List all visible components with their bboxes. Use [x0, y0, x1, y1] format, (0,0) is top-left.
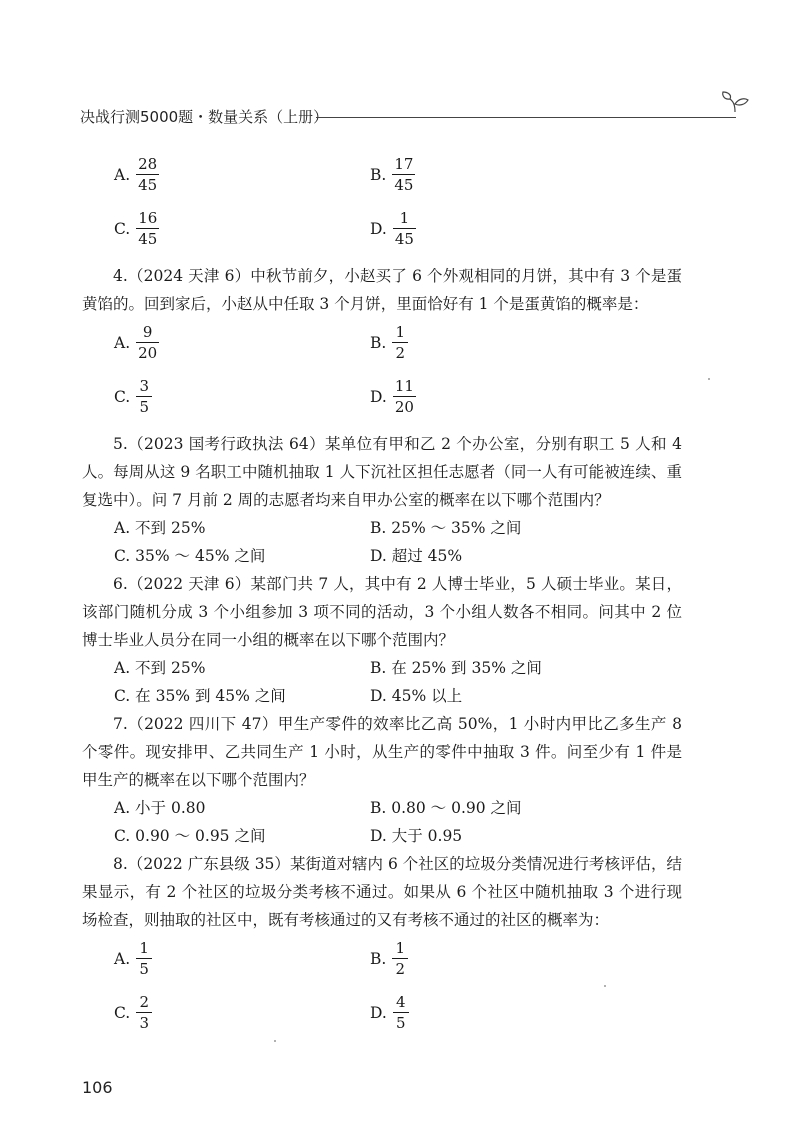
fraction	[136, 322, 159, 363]
question-6-text: 6.（2022 天津 6）某部门共 7 人，其中有 2 人博士毕业，5 人硕士毕业。某日，该部门随机分成 3 个小组参加 3 项不同的活动，3 个小组人数各不相同。问其中 2 位博士毕业人员分在同一小组的概率在以下哪个范围内？	[82, 575, 682, 649]
fraction	[393, 208, 416, 249]
denominator: 5	[396, 1014, 406, 1032]
scan-speck	[274, 1040, 276, 1042]
q4-options	[82, 318, 682, 430]
q8-options	[82, 934, 682, 1046]
q7-option-b: B. 0.80 ～ 0.90 之间	[370, 799, 522, 817]
question-5-text: 5.（2023 国考行政执法 64）某单位有甲和乙 2 个办公室，分别有职工 5 人和 4 人。每周从这 9 名职工中随机抽取 1 人下沉社区担任志愿者（同一人有可能被连续、重复选中）。问 7 月前 2 周的志愿者均来自甲办公室的概率在以下哪个范围内？	[82, 435, 682, 509]
q3-option-d	[370, 208, 416, 249]
fraction	[393, 376, 416, 417]
numerator: 1	[399, 209, 410, 227]
option-letter: B.	[370, 333, 387, 352]
q8-option-b	[370, 938, 408, 979]
q3-option-c	[114, 208, 159, 249]
denominator: 2	[395, 344, 406, 362]
denominator: 5	[139, 398, 149, 416]
denominator: 20	[138, 344, 158, 362]
fraction	[136, 376, 152, 417]
q3-options	[82, 150, 682, 262]
numerator: 2	[139, 993, 149, 1011]
book-title: 决战行测5000题・数量关系（上册）	[80, 108, 329, 126]
q3-option-b	[370, 154, 415, 195]
q5-option-d: D. 超过 45%	[370, 547, 463, 565]
numerator: 3	[139, 377, 149, 395]
fraction	[392, 322, 408, 363]
denominator: 2	[395, 960, 406, 978]
q6-option-a: A. 不到 25%	[114, 659, 206, 677]
header-rule	[316, 117, 736, 118]
denominator: 45	[394, 230, 414, 248]
page-number: 106	[82, 1078, 113, 1097]
fraction	[392, 154, 415, 195]
numerator: 1	[395, 323, 406, 341]
fraction	[136, 938, 152, 979]
q6-option-c: C. 在 35% 到 45% 之间	[114, 687, 286, 705]
question-4-text: 4.（2024 天津 6）中秋节前夕，小赵买了 6 个外观相同的月饼，其中有 3 个是蛋黄馅的。回到家后，小赵从中任取 3 个月饼，里面恰好有 1 个是蛋黄馅的概率是：	[82, 267, 682, 313]
q4-option-b	[370, 322, 408, 363]
q4-option-d	[370, 376, 416, 417]
fraction	[136, 154, 159, 195]
numerator: 9	[142, 323, 153, 341]
q3-option-a	[114, 154, 159, 195]
numerator: 16	[138, 209, 158, 227]
option-letter: A.	[114, 333, 131, 352]
q8-option-d	[370, 992, 409, 1033]
q5-option-a: A. 不到 25%	[114, 519, 206, 537]
option-letter: C.	[114, 219, 131, 238]
option-letter: C.	[114, 1003, 131, 1022]
option-letter: D.	[370, 387, 387, 406]
q5-option-b: B. 25% ～ 35% 之间	[370, 519, 522, 537]
scan-speck	[708, 378, 710, 380]
option-letter: A.	[114, 949, 131, 968]
question-8-text: 8.（2022 广东县级 35）某街道对辖内 6 个社区的垃圾分类情况进行考核评估，结果显示，有 2 个社区的垃圾分类考核不通过。如果从 6 个社区中随机抽取 3 个进行现场检查，则抽取的社区中，既有考核通过的又有考核不通过的社区的概率为：	[82, 855, 682, 929]
q7-option-d: D. 大于 0.95	[370, 827, 463, 845]
fraction	[393, 992, 409, 1033]
numerator: 1	[139, 939, 149, 957]
q4-option-a	[114, 322, 159, 363]
denominator: 45	[138, 230, 158, 248]
option-letter: B.	[370, 949, 387, 968]
denominator: 20	[394, 398, 414, 416]
q7-options	[82, 794, 682, 850]
denominator: 45	[138, 176, 158, 194]
denominator: 45	[394, 176, 414, 194]
numerator: 11	[394, 377, 414, 395]
denominator: 3	[139, 1014, 149, 1032]
fraction	[136, 208, 159, 249]
fraction	[136, 992, 152, 1033]
numerator: 1	[395, 939, 406, 957]
q6-option-b: B. 在 25% 到 35% 之间	[370, 659, 542, 677]
page-content	[82, 150, 682, 1046]
numerator: 17	[394, 155, 414, 173]
page-header	[80, 102, 680, 132]
leaf-sprout-icon	[720, 90, 750, 114]
q7-option-a: A. 小于 0.80	[114, 799, 206, 817]
q7-option-c: C. 0.90 ～ 0.95 之间	[114, 827, 266, 845]
option-letter: D.	[370, 1003, 387, 1022]
numerator: 4	[396, 993, 406, 1011]
option-letter: D.	[370, 219, 387, 238]
option-letter: B.	[370, 165, 387, 184]
q6-options	[82, 654, 682, 710]
question-7-text: 7.（2022 四川下 47）甲生产零件的效率比乙高 50%，1 小时内甲比乙多生产 8 个零件。现安排甲、乙共同生产 1 小时，从生产的零件中抽取 3 件。问至少有 1 件是甲生产的概率在以下哪个范围内？	[82, 715, 682, 789]
q5-option-c: C. 35% ～ 45% 之间	[114, 547, 266, 565]
fraction	[392, 938, 408, 979]
option-letter: C.	[114, 387, 131, 406]
option-letter: A.	[114, 165, 131, 184]
q5-options	[82, 514, 682, 570]
scan-speck	[604, 985, 606, 987]
q8-option-a	[114, 938, 152, 979]
q4-option-c	[114, 376, 152, 417]
q6-option-d: D. 45% 以上	[370, 687, 463, 705]
numerator: 28	[138, 155, 158, 173]
denominator: 5	[139, 960, 149, 978]
q8-option-c	[114, 992, 152, 1033]
